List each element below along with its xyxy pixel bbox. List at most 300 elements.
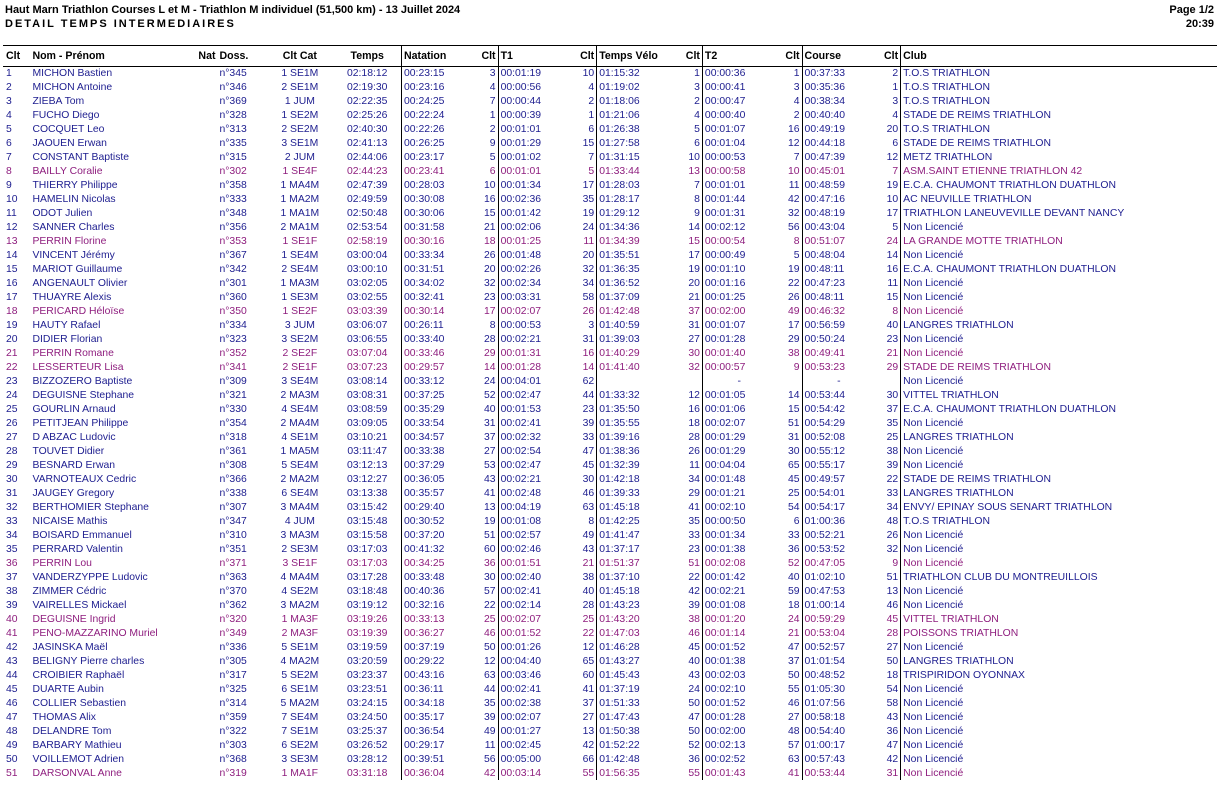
cell-run-time: 00:54:29 (802, 416, 875, 430)
cell-bike-time: 01:41:40 (597, 360, 674, 374)
cell-run-rank: 16 (886, 263, 899, 275)
cell-t2-time: 00:01:44 (702, 192, 775, 206)
cell-name: MICHON Antoine (32, 81, 113, 93)
cell-rank: 40 (6, 613, 18, 625)
cell-bike-rank: 52 (688, 739, 700, 751)
table-row (3, 178, 1217, 192)
table-row (3, 612, 1217, 626)
cell-t2-time: 00:01:48 (702, 472, 775, 486)
cell-run-time: 00:53:44 (802, 388, 875, 402)
cell-nat (183, 248, 218, 262)
cell-t2-time: 00:02:12 (702, 220, 775, 234)
cell-bike-rank: 11 (689, 459, 700, 471)
table-row (3, 486, 1217, 500)
cell-run-time: 00:52:08 (802, 430, 875, 444)
cell-t2-rank: 49 (787, 305, 800, 317)
cell-t1-rank: 38 (582, 571, 595, 583)
table-row (3, 584, 1217, 598)
cell-swim-rank: 13 (484, 501, 496, 513)
cell-t2-time: 00:01:38 (702, 542, 775, 556)
cell-rank: 24 (6, 389, 18, 401)
cell-t1-time: 00:03:31 (498, 290, 570, 304)
cell-swim-time: 00:23:17 (402, 150, 464, 164)
cell-run-rank: 14 (886, 249, 899, 261)
cell-nat (183, 346, 218, 360)
cell-t2-rank: 48 (787, 725, 800, 737)
cell-rank: 43 (6, 655, 18, 667)
cell-total-time: 02:18:12 (346, 67, 388, 79)
cell-t1-time: 00:01:29 (498, 136, 570, 150)
cell-rank: 45 (6, 683, 18, 695)
cell-t2-rank: 11 (788, 179, 800, 191)
cell-club: LA GRANDE MOTTE TRIATHLON (901, 234, 1217, 248)
cell-t2-time: 00:01:34 (702, 528, 775, 542)
cell-rank: 17 (6, 291, 18, 303)
cell-t2-rank: 59 (787, 585, 800, 597)
cell-total-time: 03:20:59 (346, 655, 388, 667)
cell-name: LESSERTEUR Lisa (32, 361, 124, 373)
cell-name: JASINSKA Maël (32, 641, 108, 653)
cell-bib: n°366 (219, 473, 247, 485)
cell-t2-rank: 16 (787, 123, 800, 135)
cell-club: Non Licencié (901, 444, 1217, 458)
cell-club: ENVY/ EPINAY SOUS SENART TRIATHLON (901, 500, 1217, 514)
cell-nat (183, 696, 218, 710)
cell-cat-rank: 7 SE1M (281, 725, 319, 737)
cell-total-time: 03:15:42 (346, 501, 388, 513)
cell-swim-time: 00:37:25 (402, 388, 464, 402)
table-row (3, 374, 1217, 388)
cell-rank: 49 (6, 739, 18, 751)
cell-bike-time: 01:43:20 (597, 612, 674, 626)
column-header-t2-time: T2 (702, 46, 775, 66)
cell-run-time: 00:54:42 (802, 402, 875, 416)
cell-total-time: 03:06:07 (346, 319, 388, 331)
cell-swim-time: 00:30:14 (402, 304, 464, 318)
table-row (3, 724, 1217, 738)
cell-t2-rank: 12 (787, 137, 800, 149)
cell-run-time: 00:47:05 (802, 556, 875, 570)
cell-swim-time: 00:36:05 (402, 472, 464, 486)
cell-t1-rank: 44 (582, 389, 595, 401)
cell-nat (183, 416, 218, 430)
cell-name: BERTHOMIER Stephane (32, 501, 149, 513)
cell-cat-rank: 4 MA4M (280, 571, 320, 583)
cell-nat (183, 556, 218, 570)
cell-bike-time: 01:43:27 (597, 654, 674, 668)
cell-cat-rank: 3 SE1M (281, 137, 319, 149)
cell-t1-time: 00:01:51 (498, 556, 570, 570)
cell-t1-time: 00:01:52 (498, 626, 570, 640)
cell-total-time: 03:23:51 (346, 683, 388, 695)
cell-cat-rank: 1 SE3M (281, 291, 319, 303)
cell-name: THOMAS Alix (32, 711, 96, 723)
cell-rank: 1 (6, 67, 12, 79)
cell-t1-time: 00:02:40 (498, 570, 570, 584)
cell-club: T.O.S TRIATHLON (901, 94, 1217, 108)
cell-club: Non Licencié (901, 248, 1217, 262)
cell-t2-time: 00:04:04 (702, 458, 775, 472)
cell-rank: 30 (6, 473, 18, 485)
cell-t1-time: 00:02:06 (498, 220, 570, 234)
cell-club: STADE DE REIMS TRIATHLON (901, 108, 1217, 122)
cell-cat-rank: 2 JUM (284, 151, 315, 163)
cell-bib: n°319 (219, 767, 247, 779)
cell-t2-rank: 22 (787, 277, 800, 289)
cell-run-rank: 27 (886, 641, 899, 653)
table-row (3, 206, 1217, 220)
cell-t2-rank: 4 (793, 95, 800, 107)
cell-cat-rank: 1 SE4F (282, 165, 318, 177)
cell-t1-time: 00:02:26 (498, 262, 570, 276)
cell-swim-time: 00:22:26 (402, 122, 464, 136)
cell-t2-time: 00:01:25 (702, 290, 775, 304)
cell-nat (183, 234, 218, 248)
cell-bib: n°310 (219, 529, 247, 541)
cell-swim-rank: 12 (484, 655, 496, 667)
cell-club: E.C.A. CHAUMONT TRIATHLON DUATHLON (901, 402, 1217, 416)
cell-swim-time: 00:23:16 (402, 80, 464, 94)
cell-bike-time: 01:51:37 (597, 556, 674, 570)
cell-swim-time: 00:30:08 (402, 192, 464, 206)
cell-t1-time: 00:03:14 (498, 766, 570, 780)
cell-swim-time: 00:31:58 (402, 220, 464, 234)
cell-t2-time: 00:01:08 (702, 598, 775, 612)
cell-bike-rank: 38 (688, 613, 700, 625)
cell-club: LANGRES TRIATHLON (901, 430, 1217, 444)
cell-run-rank: 17 (886, 207, 899, 219)
cell-bike-rank: 3 (694, 81, 700, 93)
cell-t2-rank: 52 (787, 557, 800, 569)
cell-bib: n°321 (219, 389, 247, 401)
cell-cat-rank: 1 MA4M (280, 179, 320, 191)
cell-t2-rank: 36 (787, 543, 800, 555)
cell-nat (183, 542, 218, 556)
cell-run-time: 00:35:36 (802, 80, 875, 94)
cell-rank: 41 (6, 627, 18, 639)
cell-run-rank: 9 (892, 557, 899, 569)
cell-rank: 27 (6, 431, 18, 443)
cell-name: JAOUEN Erwan (32, 137, 107, 149)
cell-bike-rank: 9 (694, 207, 700, 219)
cell-t1-rank: 65 (582, 655, 595, 667)
cell-club: POISSONS TRIATHLON (901, 626, 1217, 640)
cell-t2-time: 00:01:10 (702, 262, 775, 276)
cell-club: LANGRES TRIATHLON (901, 318, 1217, 332)
column-header-name: Nom - Prénom (32, 50, 105, 62)
cell-bike-time: 01:32:39 (597, 458, 674, 472)
cell-total-time: 02:22:35 (346, 95, 388, 107)
table-row (3, 472, 1217, 486)
cell-t2-rank: 40 (787, 571, 800, 583)
cell-t2-rank: 1 (793, 67, 800, 79)
cell-t1-time: 00:02:45 (498, 738, 570, 752)
cell-t2-rank: 37 (787, 655, 800, 667)
cell-rank: 51 (6, 767, 18, 779)
cell-bib: n°361 (219, 445, 247, 457)
cell-t2-time: 00:01:42 (702, 570, 775, 584)
cell-name: BIZZOZERO Baptiste (32, 375, 133, 387)
cell-total-time: 02:44:06 (346, 151, 388, 163)
cell-t1-rank: 62 (582, 375, 595, 387)
cell-swim-time: 00:29:40 (402, 500, 464, 514)
cell-bike-time: 01:50:38 (597, 724, 674, 738)
cell-t1-time: 00:02:32 (498, 430, 570, 444)
cell-run-rank: 23 (886, 333, 899, 345)
cell-rank: 12 (6, 221, 18, 233)
cell-rank: 19 (6, 319, 18, 331)
cell-t1-rank: 42 (582, 739, 595, 751)
table-row (3, 136, 1217, 150)
cell-t1-rank: 41 (582, 683, 595, 695)
cell-cat-rank: 3 MA2M (280, 599, 320, 611)
cell-rank: 13 (6, 235, 18, 247)
cell-cat-rank: 1 MA2M (280, 193, 320, 205)
cell-t1-rank: 10 (582, 67, 595, 79)
cell-run-rank (875, 374, 900, 388)
cell-total-time: 02:47:39 (346, 179, 388, 191)
cell-club: E.C.A. CHAUMONT TRIATHLON DUATHLON (901, 262, 1217, 276)
cell-swim-rank: 19 (484, 515, 496, 527)
cell-swim-rank: 51 (484, 529, 496, 541)
cell-t2-rank: 14 (787, 389, 800, 401)
cell-swim-rank: 21 (484, 221, 496, 233)
cell-nat (183, 304, 218, 318)
cell-total-time: 02:50:48 (346, 207, 388, 219)
cell-run-rank: 31 (886, 767, 899, 779)
cell-cat-rank: 4 MA2M (280, 655, 320, 667)
cell-t2-time: 00:02:10 (702, 682, 775, 696)
cell-t2-rank: 18 (787, 599, 800, 611)
cell-run-time: 00:55:17 (802, 458, 875, 472)
cell-rank: 47 (6, 711, 18, 723)
table-row (3, 682, 1217, 696)
cell-run-rank: 30 (886, 389, 899, 401)
cell-bike-time: 01:37:17 (597, 542, 674, 556)
cell-club: Non Licencié (901, 724, 1217, 738)
cell-bike-rank (674, 374, 702, 388)
cell-club: ASM.SAINT ETIENNE TRIATHLON 42 (901, 164, 1217, 178)
cell-name: MARIOT Guillaume (32, 263, 123, 275)
cell-nat (183, 374, 218, 388)
column-header-t2-rank: Clt (785, 50, 800, 62)
cell-bike-time: 01:47:43 (597, 710, 674, 724)
cell-bike-rank: 19 (688, 263, 700, 275)
cell-cat-rank: 1 SE4M (281, 249, 319, 261)
cell-bike-rank: 28 (688, 431, 700, 443)
cell-nat (183, 360, 218, 374)
cell-swim-time: 00:34:02 (402, 276, 464, 290)
cell-bib: n°362 (219, 599, 247, 611)
cell-nat (183, 626, 218, 640)
cell-cat-rank: 1 SE1F (282, 235, 318, 247)
cell-club: TRIATHLON LANEUVEVILLE DEVANT NANCY (901, 206, 1217, 220)
cell-total-time: 02:40:30 (346, 123, 388, 135)
cell-rank: 6 (6, 137, 12, 149)
cell-bib: n°333 (219, 193, 247, 205)
cell-cat-rank: 3 SE2M (281, 333, 319, 345)
table-row (3, 668, 1217, 682)
cell-t1-time: 00:03:46 (498, 668, 570, 682)
cell-cat-rank: 3 JUM (284, 319, 315, 331)
cell-total-time: 03:10:21 (346, 431, 388, 443)
cell-t1-time: 00:05:00 (498, 752, 570, 766)
cell-bike-rank: 50 (688, 725, 700, 737)
cell-t2-rank: 41 (787, 767, 800, 779)
cell-cat-rank: 1 MA5M (280, 445, 320, 457)
cell-t1-rank: 30 (582, 473, 595, 485)
cell-swim-rank: 4 (489, 81, 496, 93)
column-header-run-time: Course (802, 46, 875, 66)
table-row (3, 66, 1217, 80)
cell-t1-rank: 8 (588, 515, 595, 527)
cell-nat (183, 500, 218, 514)
cell-swim-time: 00:23:15 (402, 66, 464, 80)
cell-total-time: 03:03:39 (346, 305, 388, 317)
cell-bike-time: 01:42:25 (597, 514, 674, 528)
cell-bike-rank: 39 (688, 599, 700, 611)
print-time: 20:39 (1185, 18, 1214, 30)
cell-bike-time: 01:40:59 (597, 318, 674, 332)
cell-swim-rank: 35 (484, 697, 496, 709)
cell-club: TRIATHLON CLUB DU MONTREUILLOIS (901, 570, 1217, 584)
cell-name: DELANDRE Tom (32, 725, 112, 737)
cell-name: DUARTE Aubin (32, 683, 104, 695)
cell-t1-time: 00:01:27 (498, 724, 570, 738)
cell-total-time: 03:15:58 (346, 529, 388, 541)
cell-t1-rank: 37 (582, 697, 595, 709)
cell-run-rank: 5 (892, 221, 899, 233)
cell-bib: n°342 (219, 263, 247, 275)
cell-total-time: 03:00:04 (346, 249, 388, 261)
cell-nat (183, 220, 218, 234)
table-row (3, 430, 1217, 444)
cell-t1-time: 00:01:08 (498, 514, 570, 528)
cell-t1-rank: 63 (582, 501, 595, 513)
cell-t1-time: 00:02:41 (498, 584, 570, 598)
cell-t1-time: 00:02:47 (498, 458, 570, 472)
cell-nat (183, 66, 218, 80)
cell-rank: 38 (6, 585, 18, 597)
cell-t1-rank: 20 (582, 249, 595, 261)
cell-club: T.O.S TRIATHLON (901, 514, 1217, 528)
cell-t2-time: 00:00:57 (702, 360, 775, 374)
cell-t2-time: 00:00:54 (702, 234, 775, 248)
cell-swim-rank: 8 (489, 319, 496, 331)
cell-total-time: 03:26:52 (346, 739, 388, 751)
cell-run-time: 00:38:34 (802, 94, 875, 108)
cell-bike-time: 01:39:16 (597, 430, 674, 444)
cell-bib: n°328 (219, 109, 247, 121)
cell-swim-rank: 43 (484, 473, 496, 485)
cell-bike-rank: 18 (688, 417, 700, 429)
cell-bib: n°348 (219, 207, 247, 219)
cell-bike-rank: 10 (688, 151, 700, 163)
cell-swim-rank: 50 (484, 641, 496, 653)
cell-cat-rank: 3 SE1F (282, 557, 318, 569)
cell-t1-time: 00:01:28 (498, 360, 570, 374)
cell-nat (183, 164, 218, 178)
cell-t1-time: 00:02:07 (498, 304, 570, 318)
cell-cat-rank: 5 MA2M (280, 697, 320, 709)
cell-nat (183, 598, 218, 612)
cell-bike-rank: 17 (688, 249, 700, 261)
cell-run-rank: 18 (886, 669, 899, 681)
cell-cat-rank: 3 MA3M (280, 529, 320, 541)
cell-bib: n°353 (219, 235, 247, 247)
column-header-cat-rank: Clt Cat (282, 50, 317, 62)
cell-club: VITTEL TRIATHLON (901, 388, 1217, 402)
cell-t1-rank: 23 (582, 403, 595, 415)
cell-t1-rank: 7 (588, 151, 595, 163)
cell-cat-rank: 2 SE1M (281, 81, 319, 93)
cell-run-time: 01:07:56 (802, 696, 875, 710)
report-subtitle: DETAIL TEMPS INTERMEDIAIRES (5, 18, 236, 30)
cell-t2-time: 00:02:52 (702, 752, 775, 766)
cell-t2-time: 00:02:10 (702, 500, 775, 514)
cell-t1-rank: 27 (582, 711, 595, 723)
cell-t1-rank: 12 (582, 641, 595, 653)
cell-name: VARNOTEAUX Cedric (32, 473, 137, 485)
cell-name: PERICARD Héloïse (32, 305, 125, 317)
cell-t2-rank: 21 (787, 627, 800, 639)
cell-t2-rank: 65 (787, 459, 800, 471)
cell-t2-time: 00:00:53 (702, 150, 775, 164)
cell-cat-rank: 2 MA3F (281, 627, 319, 639)
cell-swim-rank: 63 (484, 669, 496, 681)
table-row (3, 304, 1217, 318)
cell-name: VOILLEMOT Adrien (32, 753, 125, 765)
cell-club: LANGRES TRIATHLON (901, 654, 1217, 668)
cell-t2-time: 00:02:00 (702, 304, 775, 318)
column-header-rank: Clt (6, 50, 21, 62)
cell-total-time: 02:19:30 (346, 81, 388, 93)
cell-nat (183, 584, 218, 598)
cell-swim-rank: 26 (484, 249, 496, 261)
cell-run-rank: 54 (886, 683, 899, 695)
page-number: Page 1/2 (1169, 4, 1214, 16)
cell-t2-rank: 46 (787, 697, 800, 709)
cell-club: STADE DE REIMS TRIATHLON (901, 136, 1217, 150)
cell-cat-rank: 4 SE2M (281, 585, 319, 597)
cell-nat (183, 290, 218, 304)
cell-bike-time: 01:46:28 (597, 640, 674, 654)
cell-bike-time: 01:37:19 (597, 682, 674, 696)
cell-bike-rank: 42 (688, 585, 700, 597)
cell-name: PERRARD Valentin (32, 543, 123, 555)
cell-total-time: 03:09:05 (346, 417, 388, 429)
cell-swim-time: 00:24:25 (402, 94, 464, 108)
cell-club: Non Licencié (901, 374, 1217, 388)
cell-run-time: 00:47:16 (802, 192, 875, 206)
cell-club: STADE DE REIMS TRIATHLON (901, 360, 1217, 374)
cell-t2-time: 00:02:03 (702, 668, 775, 682)
cell-nat (183, 444, 218, 458)
cell-name: ZIMMER Cédric (32, 585, 107, 597)
cell-swim-rank: 37 (484, 431, 496, 443)
cell-name: BOISARD Emmanuel (32, 529, 132, 541)
cell-t2-rank: 45 (787, 473, 800, 485)
cell-club: T.O.S TRIATHLON (901, 66, 1217, 80)
cell-run-time: 00:53:52 (802, 542, 875, 556)
cell-t2-rank: 27 (787, 711, 800, 723)
table-row (3, 444, 1217, 458)
cell-nat (183, 332, 218, 346)
cell-t1-rank: 49 (582, 529, 595, 541)
cell-run-time: 00:55:12 (802, 444, 875, 458)
cell-run-time: 00:48:11 (802, 262, 875, 276)
cell-t2-time: 00:01:40 (702, 346, 775, 360)
